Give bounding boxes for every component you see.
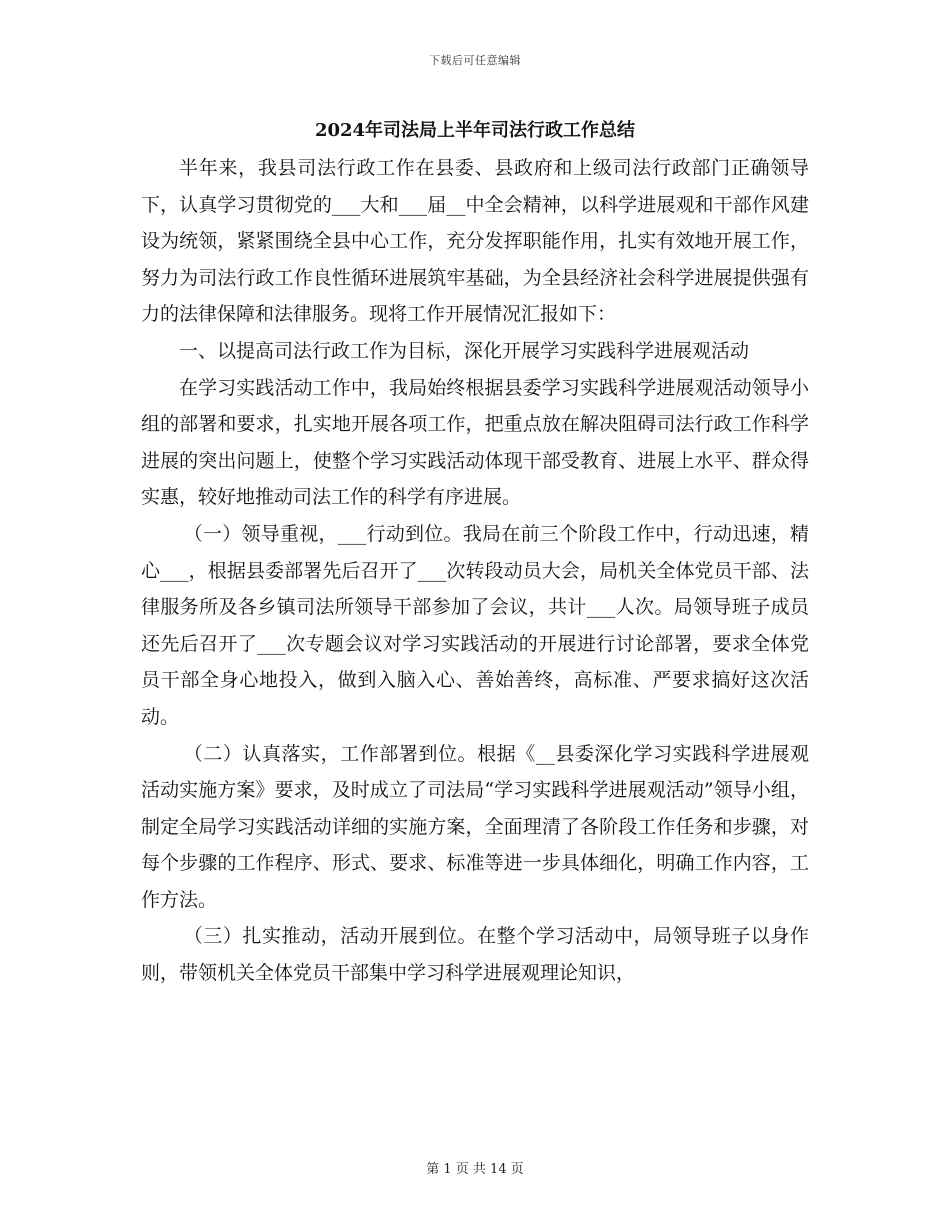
header-note: 下载后可任意编辑 [429,54,521,67]
paragraph-subsection-2: （二）认真落实，工作部署到位。根据《__县委深化学习实践科学进展观活动实施方案》要求，及时成立了司法局“学习实践科学进展观活动”领导小组，制定全局学习实践活动详细的实施方案，全面理清了各阶段工作任务和步骤，对每个步骤的工作程序、形式、要求、标准等进一步具体细化，明确工作内容，工作方法。 [141,742,809,911]
document-body [141,150,809,992]
paragraph-section-body: 在学习实践活动工作中，我局始终根据县委学习实践科学进展观活动领导小组的部署和要求，扎实地开展各项工作，把重点放在解决阻碍司法行政工作科学进展的突出问题上，使整个学习实践活动体现干部受教育、进展上水平、群众得实惠，较好地推动司法工作的科学有序进展。 [141,376,809,509]
page-number-footer: 第 1 页 共 14 页 [426,1162,524,1177]
paragraph-intro: 半年来，我县司法行政工作在县委、县政府和上级司法行政部门正确领导下，认真学习贯彻党的___大和___届__中全会精神，以科学进展观和干部作风建设为统领，紧紧围绕全县中心工作，充分发挥职能作用，扎实有效地开展工作，努力为司法行政工作良性循环进展筑牢基础，为全县经济社会科学进展提供强有力的法律保障和法律服务。现将工作开展情况汇报如下： [141,157,809,326]
paragraph-section-heading: 一、以提高司法行政工作为目标，深化开展学习实践科学进展观活动 [179,339,750,362]
paragraph-subsection-1: （一）领导重视，___行动到位。我局在前三个阶段工作中，行动迅速，精心___，根据县委部署先后召开了___次转段动员大会，局机关全体党员干部、法律服务所及各乡镇司法所领导干部参加了会议，共计___人次。局领导班子成员还先后召开了___次专题会议对学习实践活动的开展进行讨论部署，要求全体党员干部全身心地投入，做到入脑入心、善始善终，高标准、严要求搞好这次活动。 [141,522,809,728]
paragraph-subsection-3: （三）扎实推动，活动开展到位。在整个学习活动中，局领导班子以身作则，带领机关全体党员干部集中学习科学进展观理论知识， [141,925,809,985]
document-title: 2024年司法局上半年司法行政工作总结 [314,120,636,141]
